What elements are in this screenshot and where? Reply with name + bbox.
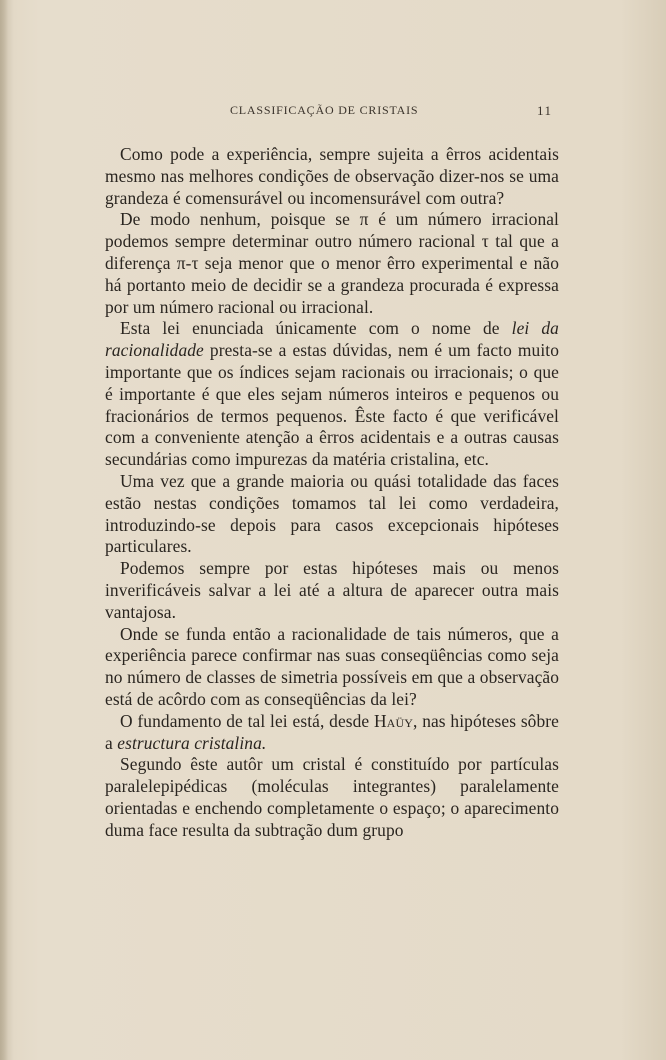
paragraph-3-text-b: presta-se a estas dúvidas, nem é um facto muito importante que os índices sejam racionais ou irracionais; o que é importante é que eles sejam números inteiros e pequenos ou fracionários de termos pequenos. Êste facto é que verificável com a conveniente atenção a êrros acidentais e a outras causas secundárias como impurezas da matéria cristalina, etc. bbox=[105, 340, 559, 470]
paragraph-7-emphasis: estructura cristalina. bbox=[117, 732, 267, 753]
paragraph-8: Segundo êste autôr um cristal é constituído por partículas paralelepipédicas (moléculas integrantes) paralelamente orientadas e enchendo completamente o espaço; o aparecimento duma face resulta da subtração dum grupo bbox=[105, 754, 559, 840]
page-number: 11 bbox=[537, 103, 553, 118]
body-text bbox=[105, 144, 559, 842]
paragraph-4: Uma vez que a grande maioria ou quási totalidade das faces estão nestas condições tomamos tal lei como verdadeira, introduzindo-se depois para casos excepcionais hipóteses particulares. bbox=[105, 470, 559, 557]
paragraph-7-text-a: O fundamento de tal lei está, desde bbox=[120, 710, 375, 731]
running-head: CLASSIFICAÇÃO DE CRISTAIS bbox=[230, 103, 419, 117]
paragraph-2: De modo nenhum, poisque se π é um número irracional podemos sempre determinar outro número racional τ tal que a diferença π-τ seja menor que o menor êrro experimental e não há portanto meio de decidir se a grandeza procurada é expressa por um número racional ou irracional. bbox=[105, 209, 559, 317]
paragraph-1: Como pode a experiência, sempre sujeita a êrros acidentais mesmo nas melhores condições de observação dizer-nos se uma grandeza é comensurável ou incomensurável com outra? bbox=[105, 144, 559, 208]
paragraph-3 bbox=[105, 318, 559, 471]
paragraph-7 bbox=[105, 711, 559, 755]
paragraph-5: Podemos sempre por estas hipóteses mais ou menos inverificáveis salvar a lei até a altura de aparecer outra mais vantajosa. bbox=[105, 558, 559, 622]
author-name: Haüy bbox=[374, 710, 413, 731]
paragraph-3-text-a: Esta lei enunciada únicamente com o nome de bbox=[120, 318, 512, 339]
binding-shadow bbox=[0, 0, 8, 1060]
paragraph-3-emphasis: lei da racionalidade bbox=[105, 318, 559, 361]
paragraph-6: Onde se funda então a racionalidade de tais números, que a experiência parece confirmar nas suas conseqüências como seja no número de classes de simetria possíveis em que a observação está de acôrdo com as conseqüências da lei? bbox=[105, 623, 559, 709]
paragraph-7-text-b: , nas hipóteses sôbre a bbox=[105, 710, 559, 753]
